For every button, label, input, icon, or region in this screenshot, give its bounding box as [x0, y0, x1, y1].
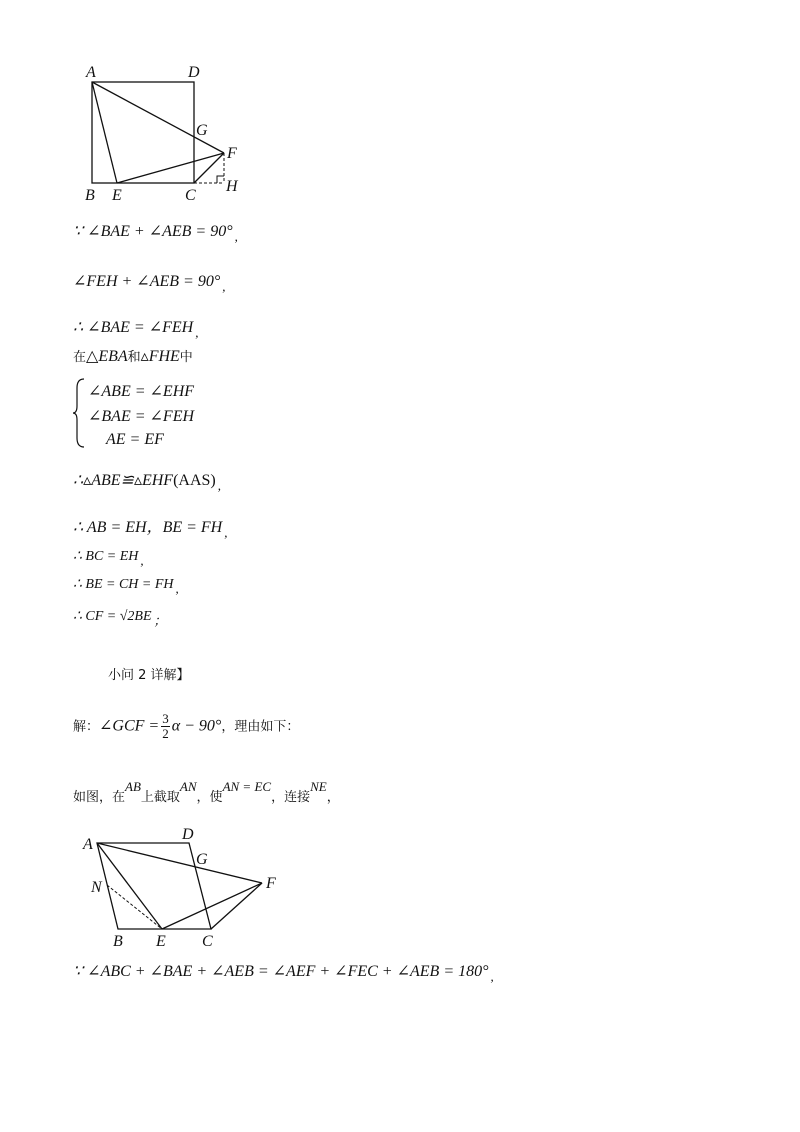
- system-brace: [73, 378, 85, 448]
- system-eq-2: ∠BAE = ∠FEH: [88, 408, 195, 425]
- label-f: F: [266, 875, 276, 892]
- proof-line-12-text: ∵ ∠ABC + ∠BAE + ∠AEB = ∠AEF + ∠FEC + ∠AEB = 180°: [73, 963, 489, 980]
- proof-line-8: [73, 574, 179, 595]
- segment-cf: [211, 883, 262, 929]
- proof-line-8-text: ∴ BE = CH = FH: [73, 577, 174, 592]
- system-eq-3: AE = EF: [106, 431, 164, 448]
- segment-ne-label: NE: [310, 779, 327, 794]
- semicolon: ；: [153, 613, 167, 628]
- proof-line-5: [73, 471, 221, 491]
- fraction-three-halves: [161, 712, 170, 741]
- proof-line-6-text: ∴ AB = EH，BE = FH: [73, 519, 223, 536]
- text-reason: ，理由如下：: [221, 719, 300, 735]
- label-h: H: [226, 178, 238, 195]
- label-a: A: [83, 836, 93, 853]
- proof-line-9: [73, 606, 167, 627]
- label-b: B: [85, 187, 95, 204]
- segment-ae: [92, 82, 117, 183]
- label-n: N: [91, 879, 102, 896]
- text-rutu: 如图，在: [73, 790, 126, 805]
- comma: ,: [490, 969, 494, 984]
- comma: ,: [224, 525, 228, 540]
- proof-line-3: [73, 318, 198, 338]
- aas-tag: (AAS): [173, 472, 216, 489]
- label-d: D: [182, 826, 194, 843]
- proof-line-1-text: ∵ ∠BAE + ∠AEB = 90°: [73, 223, 233, 240]
- an-eq-ec: AN = EC: [222, 779, 272, 794]
- proof-line-10: [73, 712, 299, 741]
- fraction-denominator: 2: [162, 726, 169, 741]
- text-jie: 解：: [73, 719, 100, 735]
- comma: ,: [234, 229, 238, 244]
- label-c: C: [185, 187, 196, 204]
- label-e: E: [156, 933, 166, 950]
- proof-line-5-text: ∴▵ABE≌▵EHF: [73, 472, 174, 489]
- text-lianjie: ，连接: [271, 790, 311, 805]
- text-shi: ，使: [196, 790, 223, 805]
- comma: ,: [140, 553, 144, 568]
- label-g: G: [196, 851, 208, 868]
- proof-line-4: [73, 346, 193, 368]
- proof-line-12: [73, 962, 494, 982]
- segment-af: [97, 843, 262, 883]
- label-c: C: [202, 933, 213, 950]
- fraction-numerator: 3: [162, 711, 169, 726]
- segment-af: [92, 82, 224, 153]
- text-he: 和: [127, 350, 141, 365]
- proof-line-9-text: ∴ CF = √2BE: [73, 609, 152, 624]
- segment-ef: [117, 153, 224, 183]
- triangle-fhe: ▵FHE: [140, 348, 180, 365]
- text-comma: ，: [326, 790, 340, 805]
- text-jiequ: 上截取: [140, 790, 180, 805]
- text-zai: 在: [73, 350, 87, 365]
- figure-square-diagram: [80, 60, 250, 205]
- label-f: F: [227, 145, 237, 162]
- comma: ,: [175, 581, 179, 596]
- comma: ,: [222, 279, 226, 294]
- segment-ef: [162, 883, 262, 929]
- comma: ,: [195, 325, 199, 340]
- label-d: D: [188, 64, 200, 81]
- proof-line-3-text: ∴ ∠BAE = ∠FEH: [73, 319, 194, 336]
- angle-gcf: ∠GCF =: [99, 717, 160, 735]
- proof-line-6: [73, 518, 228, 538]
- proof-line-11: [73, 779, 340, 808]
- proof-line-2: [73, 272, 225, 292]
- right-angle-mark: [217, 176, 224, 183]
- segment-ab-label: AB: [125, 779, 141, 794]
- alpha-minus-90: α − 90°: [171, 717, 222, 735]
- label-g: G: [196, 122, 208, 139]
- system-eq-1: ∠ABE = ∠EHF: [88, 383, 195, 400]
- triangle-eba: △EBA: [86, 348, 128, 365]
- proof-line-2-text: ∠FEH + ∠AEB = 90°: [73, 273, 221, 290]
- comma: ,: [217, 478, 221, 493]
- figure-parallelogram-diagram: [80, 822, 290, 952]
- proof-line-7: [73, 546, 144, 567]
- proof-line-1: [73, 222, 238, 242]
- label-b: B: [113, 933, 123, 950]
- section-heading: 小问 2 详解】: [108, 668, 190, 683]
- square-abcd: [92, 82, 194, 183]
- proof-line-7-text: ∴ BC = EH: [73, 549, 139, 564]
- segment-an-label: AN: [179, 779, 197, 794]
- rhombus-abcd: [97, 843, 211, 929]
- label-a: A: [86, 64, 96, 81]
- text-zhong: 中: [179, 350, 193, 365]
- label-e: E: [112, 187, 122, 204]
